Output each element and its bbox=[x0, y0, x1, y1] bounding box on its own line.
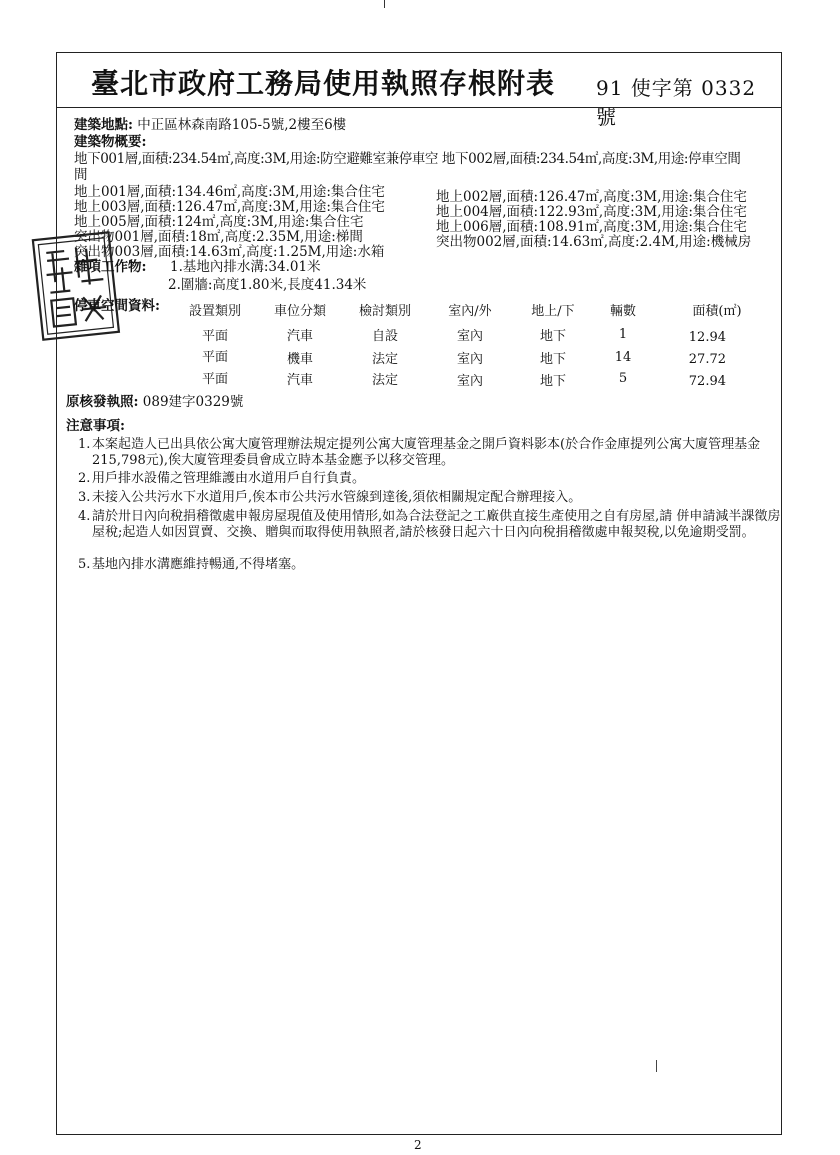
floor-left-3: 地上005層,面積:124㎡,高度:3M,用途:集合住宅 bbox=[74, 214, 364, 230]
table-cell: 平面 bbox=[201, 329, 228, 344]
table-cell: 地下 bbox=[539, 329, 566, 344]
table-cell: 機車 bbox=[286, 352, 313, 367]
parking-header: 檢討類別 bbox=[358, 304, 411, 319]
table-cell: 72.94 bbox=[688, 374, 726, 389]
table-cell: 室內 bbox=[456, 374, 483, 389]
parking-header: 車位分類 bbox=[273, 304, 326, 319]
note-item bbox=[78, 437, 790, 469]
note-item bbox=[78, 557, 790, 573]
basement-line: 地下001層,面積:234.54㎡,高度:3M,用途:防空避難室兼停車空 地下002層,面積:234.54㎡,高度:3M,用途:停車空間 bbox=[74, 151, 741, 167]
floor-left-1: 地上001層,面積:134.46㎡,高度:3M,用途:集合住宅 bbox=[74, 184, 385, 200]
permit-number: 91 使字第 0332 號 bbox=[596, 76, 757, 129]
original-permit bbox=[66, 394, 243, 410]
note-number: 4. bbox=[78, 509, 91, 524]
table-cell: 1 bbox=[618, 327, 628, 342]
note-text: 未接入公共污水下水道用戶,俟本市公共污水管線到達後,須依相關規定配合辦理接入。 bbox=[92, 490, 582, 505]
scan-mark bbox=[656, 1060, 657, 1072]
table-cell: 5 bbox=[618, 371, 628, 386]
basement-line-cont: 間 bbox=[74, 167, 88, 183]
floor-left-2: 地上003層,面積:126.47㎡,高度:3M,用途:集合住宅 bbox=[74, 199, 385, 215]
floor-right-1: 地上002層,面積:126.47㎡,高度:3M,用途:集合住宅 bbox=[436, 189, 747, 205]
note-item bbox=[78, 509, 790, 541]
table-cell: 12.94 bbox=[688, 330, 726, 345]
misc-item-1: 1.基地內排水溝:34.01米 bbox=[170, 259, 321, 275]
misc-item-2: 2.圍牆:高度1.80米,長度41.34米 bbox=[168, 277, 367, 293]
table-cell: 汽車 bbox=[286, 373, 313, 388]
table-cell: 室內 bbox=[456, 329, 483, 344]
note-item bbox=[78, 471, 790, 487]
table-cell: 自設 bbox=[371, 329, 398, 344]
note-number: 1. bbox=[78, 437, 91, 452]
seal-stamp-icon bbox=[28, 228, 123, 346]
note-text: 請於卅日內向稅捐稽徵處申報房屋現值及使用情形,如為合法登記之工廠供直接生產使用之自有房屋,請 併申請減半課徵房屋稅;起造人如因買賣、交換、贈與而取得使用執照者,請於核發日起六十日內向稅捐稽徵處申報契稅,以免逾期受罰。 bbox=[92, 509, 781, 540]
building-location bbox=[74, 117, 346, 133]
table-cell: 室內 bbox=[456, 352, 483, 367]
page-number: 2 bbox=[414, 1138, 422, 1152]
note-text: 本案起造人已出具依公寓大廈管理辦法規定提列公寓大廈管理基金之開戶資料影本(於合作金庫提列公寓大廈管理基金215,798元),俟大廈管理委員會成立時本基金應予以移交管理。 bbox=[92, 437, 761, 468]
parking-header: 室內/外 bbox=[448, 304, 492, 319]
original-permit-label: 原核發執照: bbox=[66, 394, 139, 410]
parking-label: 停車空間資料: bbox=[74, 298, 160, 314]
floor-right-2: 地上004層,面積:122.93㎡,高度:3M,用途:集合住宅 bbox=[436, 204, 747, 220]
misc-label: 雜項工作物: bbox=[74, 259, 147, 275]
table-cell: 法定 bbox=[371, 373, 398, 388]
table-cell: 27.72 bbox=[688, 352, 726, 367]
scan-mark bbox=[384, 0, 385, 8]
floor-right-3: 地上006層,面積:108.91㎡,高度:3M,用途:集合住宅 bbox=[436, 219, 747, 235]
overview-label: 建築物概要: bbox=[74, 134, 147, 150]
notes-label: 注意事項: bbox=[66, 418, 125, 434]
note-number: 2. bbox=[78, 471, 91, 486]
table-cell: 14 bbox=[614, 350, 632, 365]
note-number: 5. bbox=[78, 557, 91, 572]
page-title: 臺北市政府工務局使用執照存根附表 bbox=[91, 67, 556, 100]
note-item bbox=[78, 490, 790, 506]
original-permit-value: 089建字0329號 bbox=[138, 394, 244, 410]
table-cell: 平面 bbox=[201, 372, 228, 387]
location-value: 中正區林森南路105-5號,2樓至6樓 bbox=[132, 117, 347, 133]
floor-left-4: 突出物001層,面積:18㎡,高度:2.35M,用途:梯間 bbox=[74, 229, 363, 245]
floor-right-4: 突出物002層,面積:14.63㎡,高度:2.4M,用途:機械房 bbox=[436, 234, 752, 250]
table-cell: 汽車 bbox=[286, 329, 313, 344]
parking-header: 設置類別 bbox=[188, 304, 241, 319]
table-cell: 地下 bbox=[539, 352, 566, 367]
note-text: 用戶排水設備之管理維護由水道用戶自行負責。 bbox=[92, 471, 366, 486]
note-number: 3. bbox=[78, 490, 91, 505]
table-cell: 平面 bbox=[201, 350, 228, 365]
note-text: 基地內排水溝應維持暢通,不得堵塞。 bbox=[92, 557, 305, 572]
parking-header: 輛數 bbox=[609, 304, 636, 319]
table-cell: 地下 bbox=[539, 374, 566, 389]
location-label: 建築地點: bbox=[74, 117, 133, 133]
table-cell: 法定 bbox=[371, 352, 398, 367]
parking-header: 面積(㎡) bbox=[692, 304, 742, 319]
floor-left-5: 突出物003層,面積:14.63㎡,高度:1.25M,用途:水箱 bbox=[74, 244, 385, 260]
parking-header: 地上/下 bbox=[531, 304, 575, 319]
